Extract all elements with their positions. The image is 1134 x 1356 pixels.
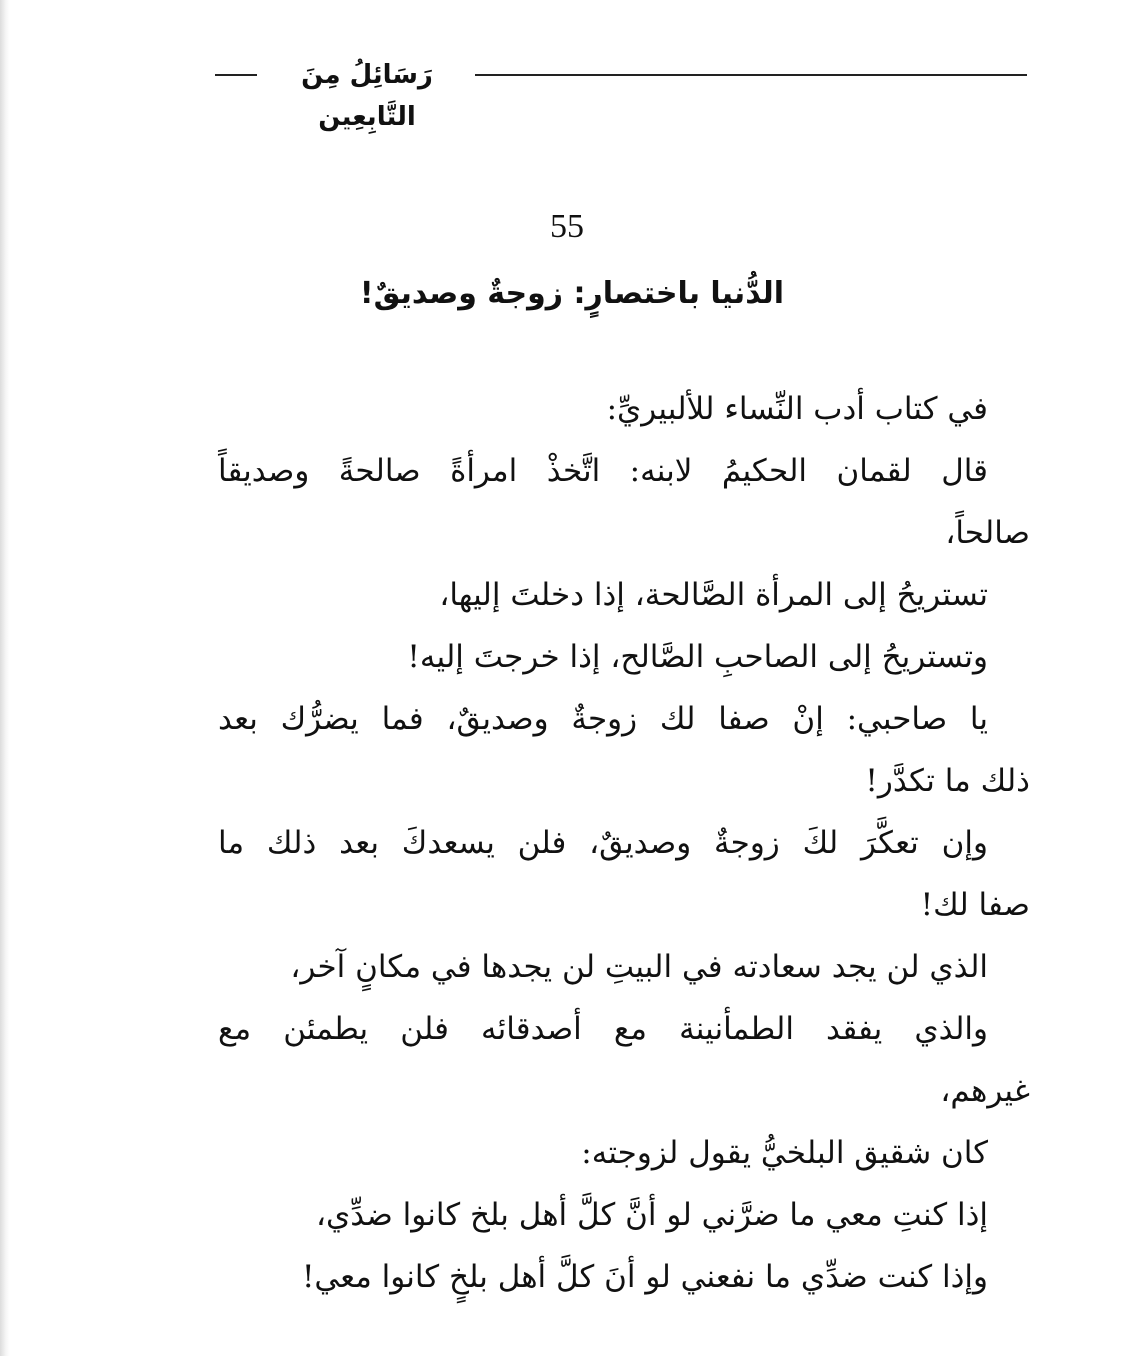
text-line: وتستريحُ إلى الصاحبِ الصَّالح، إذا خرجتَ إليه! <box>407 639 988 675</box>
text-line: كان شقيق البلخيُّ يقول لزوجته: <box>581 1135 988 1171</box>
text-line: وإذا كنت ضدِّي ما نفعني لو أنَ كلَّ أهل بلخٍ كانوا معي! <box>301 1259 988 1295</box>
text-line: قال لقمان الحكيمُ لابنه: اتَّخذْ امرأةً صالحةً وصديقاً <box>218 453 988 489</box>
text-line: غيرهم، <box>940 1073 1030 1109</box>
text-line: صفا لك! <box>920 887 1030 923</box>
text-line: الذي لن يجد سعادته في البيتِ لن يجدها في مكانٍ آخر، <box>290 949 988 985</box>
text-line: يا صاحبي: إنْ صفا لك زوجةٌ وصديقٌ، فما يضرُّك بعد <box>218 701 988 737</box>
book-title: رَسَائِلُ مِنَ التَّابِعِين <box>301 60 433 132</box>
text-line: صالحاً، <box>945 515 1030 551</box>
chapter-number: 55 <box>550 208 584 245</box>
text-line: وإن تعكَّرَ لكَ زوجةٌ وصديقٌ، فلن يسعدكَ بعد ذلك ما <box>218 825 988 861</box>
header-rule-left <box>215 74 257 76</box>
chapter-title: الدُّنيا باختصارٍ: زوجةٌ وصديقٌ! <box>359 276 785 311</box>
text-line: تستريحُ إلى المرأة الصَّالحة، إذا دخلتَ إليها، <box>439 577 988 613</box>
running-header <box>215 54 1027 132</box>
text-line: إذا كنتِ معي ما ضرَّني لو أنَّ كلَّ أهل بلخ كانوا ضدِّي، <box>315 1197 988 1233</box>
header-rule-right <box>475 74 1027 76</box>
text-line: والذي يفقد الطمأنينة مع أصدقائه فلن يطمئن مع <box>218 1011 988 1047</box>
text-line: ذلك ما تكدَّر! <box>865 763 1030 799</box>
text-line: في كتاب أدب النِّساء للألبيريِّ: <box>606 391 988 427</box>
